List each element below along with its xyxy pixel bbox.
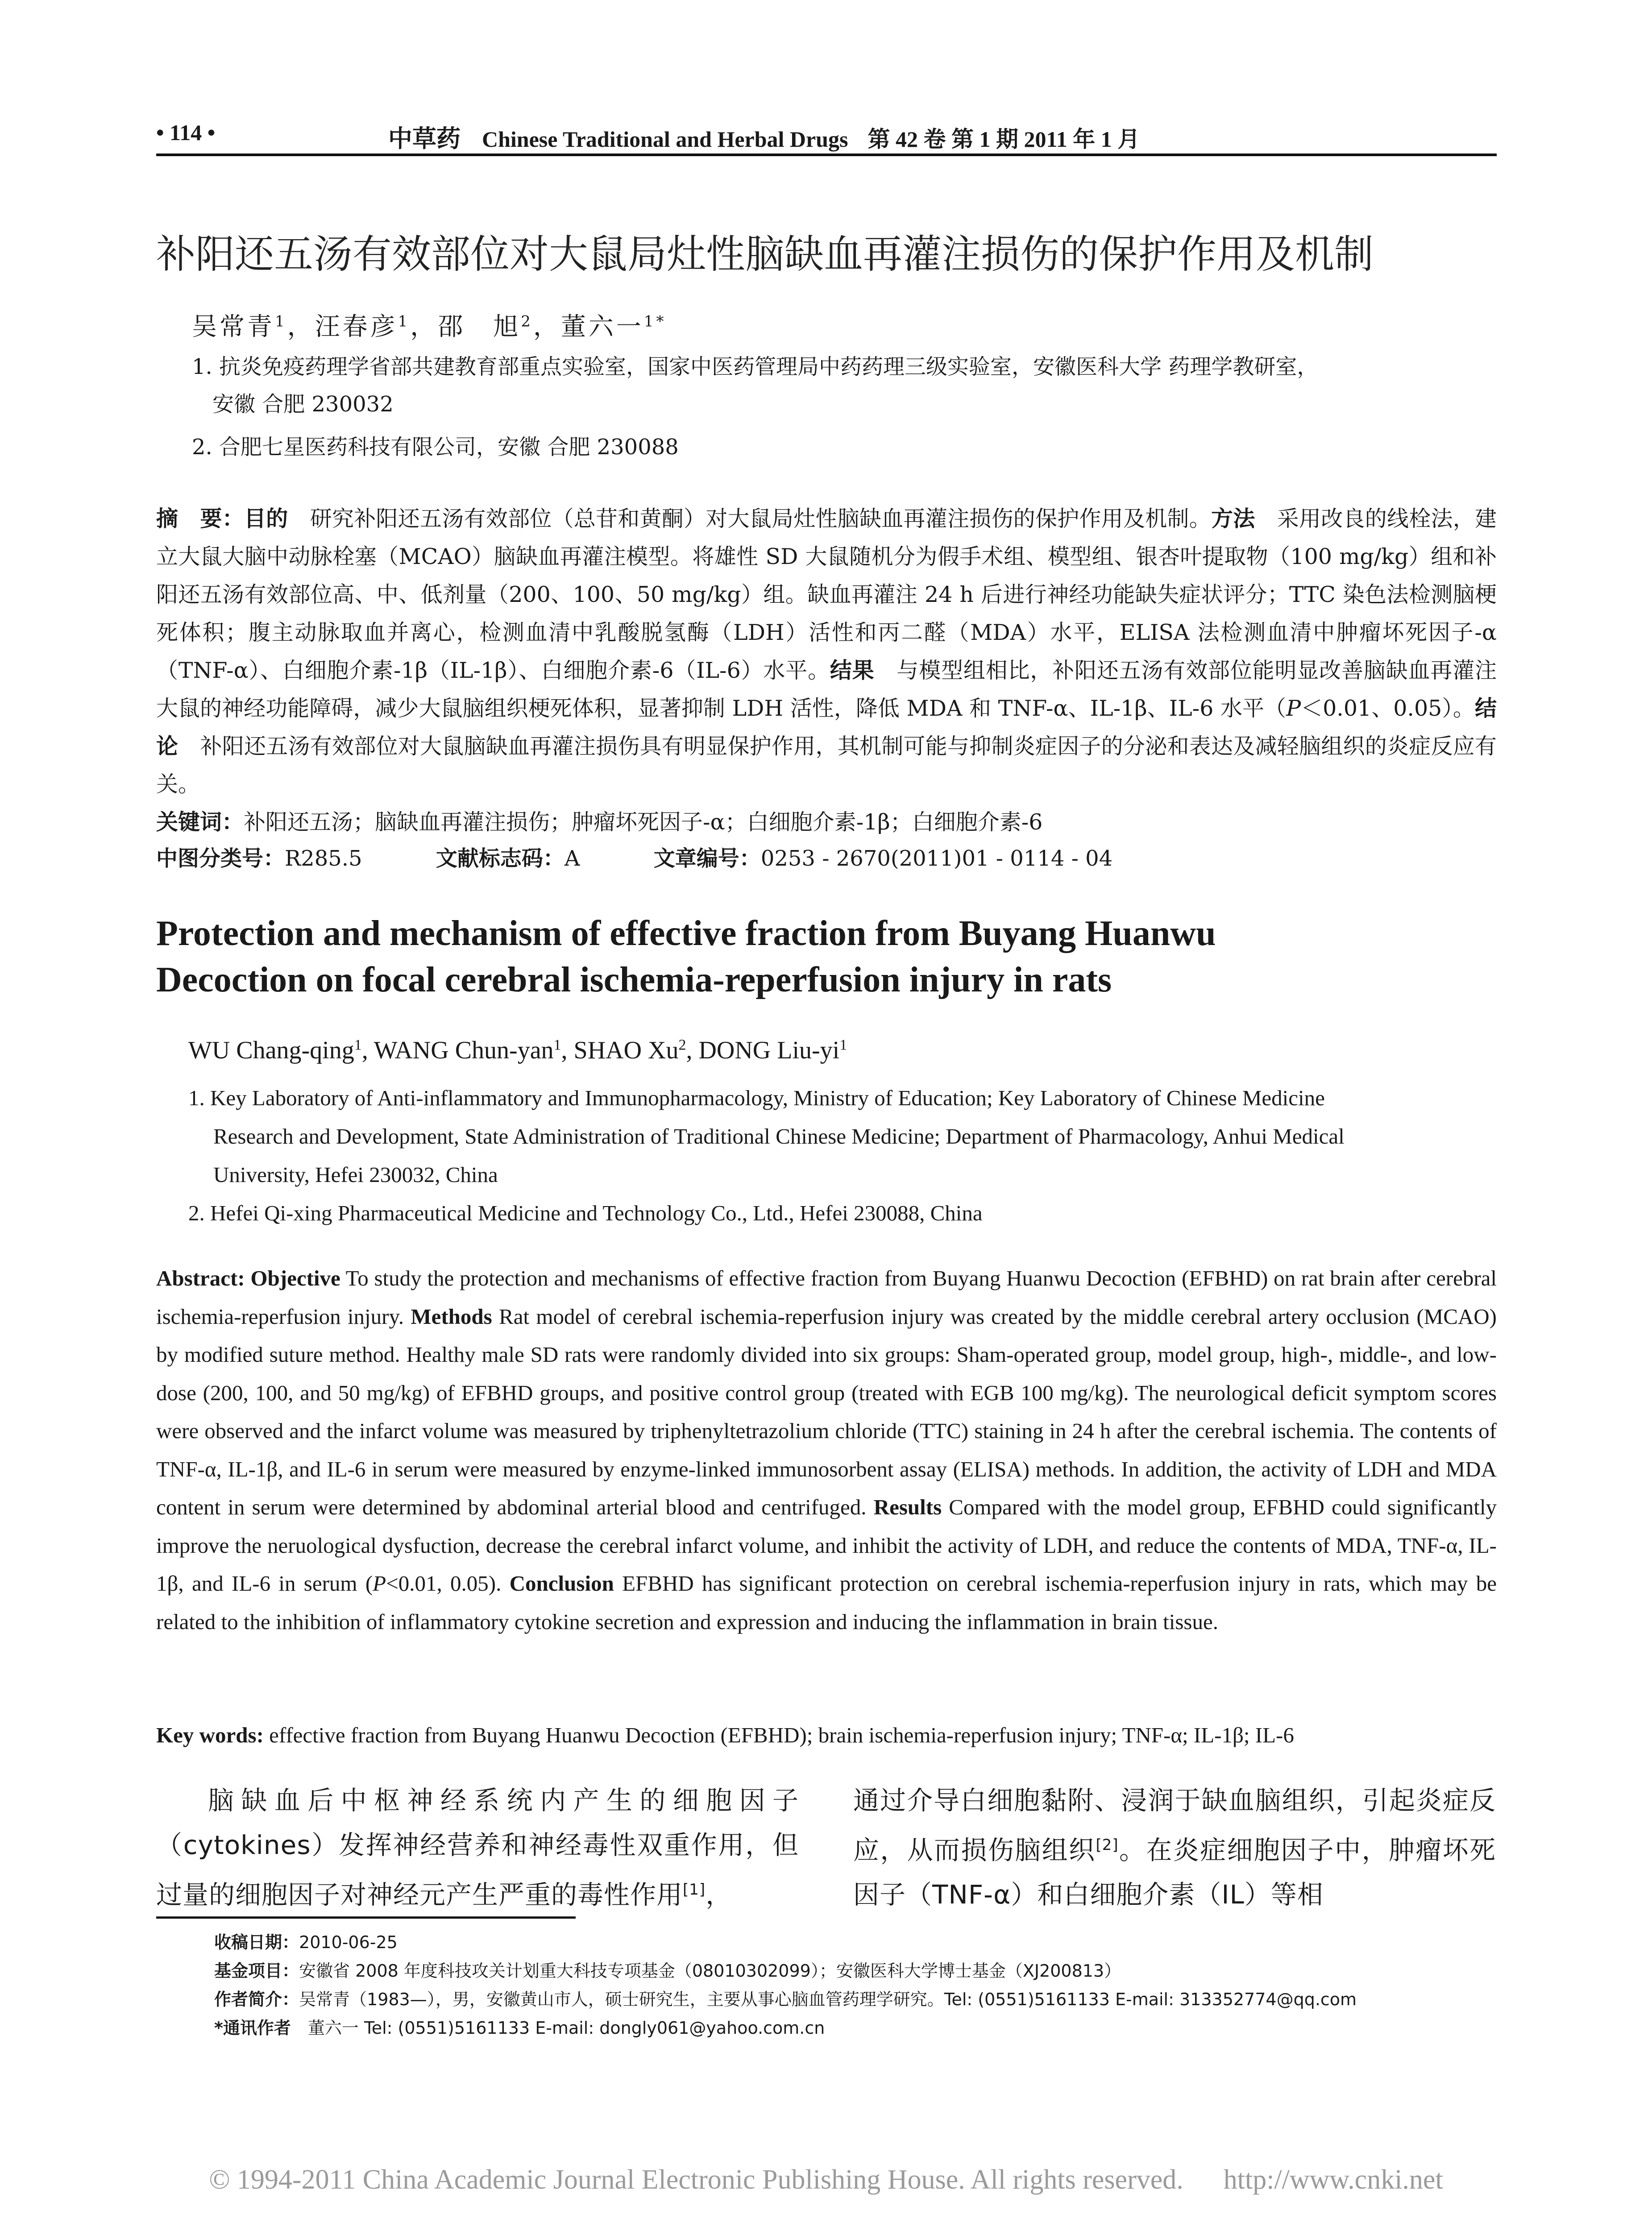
- keywords-text: effective fraction from Buyang Huanwu Decoction (EFBHD); brain ischemia-reperfusion injury; TNF-α; IL-1β; IL-6: [263, 1723, 1294, 1747]
- keywords-text: 补阳还五汤；脑缺血再灌注损伤；肿瘤坏死因子-α；白细胞介素-1β；白细胞介素-6: [244, 809, 1043, 835]
- footnote-author: [214, 1986, 1357, 2010]
- p-value-symbol: P: [1286, 696, 1301, 721]
- footnote-text: 2010-06-25: [299, 1932, 398, 1952]
- doc-value: A: [564, 846, 580, 871]
- author-sup: 1*: [643, 312, 667, 331]
- title-en-line: Decoction on focal cerebral ischemia-reperfusion injury in rats: [156, 960, 1112, 999]
- affiliation-cn-2: 2. 合肥七星医药科技有限公司，安徽 合肥 230088: [192, 435, 679, 460]
- citation-ref: [2]: [1096, 1836, 1119, 1854]
- body-text: 脑缺血后中枢神经系统内产生的细胞因子（cytokines）发挥神经营养和神经毒性双重作用，但过量的细胞因子对神经元产生严重的毒性作用: [156, 1785, 799, 1910]
- body-column-right: [853, 1778, 1496, 1917]
- citation-ref: [1]: [683, 1881, 706, 1899]
- copyright-url: http://www.cnki.net: [1223, 2165, 1443, 2195]
- conclusion-label: Conclusion: [509, 1571, 614, 1596]
- methods-label: 方法: [1211, 506, 1255, 531]
- author-sup: 1: [553, 1037, 561, 1053]
- abstract-en: [156, 1259, 1497, 1641]
- results-label: 结果: [830, 658, 875, 683]
- abstract-cn: [156, 500, 1497, 841]
- author-name: 汪春彦: [315, 312, 398, 341]
- author-sup: 2: [678, 1037, 686, 1053]
- results-label: Results: [873, 1495, 942, 1519]
- footnote-corresponding: [214, 2014, 825, 2039]
- article-value: 0253 - 2670(2011)01 - 0114 - 04: [760, 846, 1113, 871]
- header-rule: [156, 153, 1497, 156]
- page-number: • 114 •: [156, 120, 216, 145]
- clc-label: 中图分类号：: [156, 846, 285, 871]
- footnote-fund: [214, 1957, 1121, 1982]
- objective-text: To study the protection and mechanisms of effective fraction from Buyang Huanwu Decoction (EFBHD) on rat brain after cerebral ischemia-reperfusion injury.: [156, 1266, 1497, 1329]
- footnote-text: 董六一 Tel: (0551)5161133 E-mail: dongly061@yahoo.com.cn: [291, 2018, 825, 2038]
- authors-en: WU Chang-qing$^1$, WANG Chun-yan$^1$, SHAO Xu$^2$, DONG Liu-$yi^1$: [188, 1037, 847, 1064]
- title-en-line: Protection and mechanism of effective fraction from Buyang Huanwu: [156, 914, 1216, 953]
- affiliation-line: Research and Development, State Administration of Traditional Chinese Medicine; Department of Pharmacology, Anhui Medical: [213, 1124, 1345, 1149]
- author-name: 董六一: [560, 312, 644, 341]
- objective-text: 研究补阳还五汤有效部位（总苷和黄酮）对大鼠局灶性脑缺血再灌注损伤的保护作用及机制。: [288, 506, 1211, 531]
- footnote-text: 吴常青（1983—），男，安徽黄山市人，硕士研究生，主要从事心脑血管药理学研究。Tel: (0551)5161133 E-mail: 313352774@qq.com: [299, 1990, 1357, 2009]
- body-column-left: [156, 1778, 799, 1917]
- objective-label: 目的: [244, 506, 288, 531]
- authors-cn: 吴常青$^1$，汪春彦$^1$，邵 旭$^2$，董六一$^{1*}$: [192, 312, 667, 341]
- affiliation-cn-1: [192, 348, 1495, 423]
- journal-info: [388, 120, 1490, 154]
- journal-name-en: Chinese Traditional and Herbal Drugs: [482, 127, 848, 152]
- footnote-text: 安徽省 2008 年度科技攻关计划重大科技专项基金（08010302099）；安徽医科大学博士基金（XJ200813）: [299, 1961, 1121, 1981]
- title-cn: 补阳还五汤有效部位对大鼠局灶性脑缺血再灌注损伤的保护作用及机制: [156, 231, 1374, 277]
- results-text: Compared with the model group, EFBHD could significantly improve the neruological dysfuction, decrease the cerebral infarct volume, and inhibit the activity of LDH, and reduce the contents of MDA, TNF-α, IL-1β, and IL-6 in serum (: [156, 1495, 1497, 1596]
- footnote-label: 收稿日期：: [214, 1932, 299, 1952]
- methods-text: 采用改良的线栓法，建立大鼠大脑中动脉栓塞（MCAO）脑缺血再灌注模型。将雄性 SD 大鼠随机分为假手术组、模型组、银杏叶提取物（100 mg/kg）组和补阳还五汤有效部位高、中、低剂量（200、100、50 mg/kg）组。缺血再灌注 24 h 后进行神经功能缺失症状评分；TTC 染色法检测脑梗死体积；腹主动脉取血并离心，检测血清中乳酸脱氢酶（LDH）活性和丙二醛（MDA）水平，ELISA 法检测血清中肿瘤坏死因子-α（TNF-α）、白细胞介素-1β（IL-1β）、白细胞介素-6（IL-6）水平。: [156, 506, 1497, 683]
- clc-number: [156, 846, 362, 871]
- classification-row: [156, 841, 1497, 872]
- author-name: DONG Liu-yi: [698, 1037, 840, 1064]
- footnote-label: 作者简介：: [214, 1990, 299, 2009]
- methods-label: Methods: [411, 1304, 492, 1329]
- conclusion-text: 补阳还五汤有效部位对大鼠脑缺血再灌注损伤具有明显保护作用，其机制可能与抑制炎症因子的分泌和表达及减轻脑组织的炎症反应有关。: [156, 734, 1497, 797]
- title-en: [156, 910, 1497, 1003]
- conclusion-text: EFBHD has significant protection on cerebral ischemia-reperfusion injury in rats, which may be related to the inhibition of inflammatory cytokine secretion and expression and inducing the inflammation in brain tissue.: [156, 1571, 1497, 1634]
- footnote-label: 基金项目：: [214, 1961, 299, 1981]
- article-id: [654, 846, 1112, 871]
- author-name: 邵 旭: [438, 312, 521, 341]
- body-text-end: 。在炎症细胞因子中，肿瘤坏死因子（TNF-α）和白细胞介素（IL）等相: [853, 1835, 1496, 1910]
- keywords-label: Key words:: [156, 1723, 264, 1747]
- author-sup: 1: [275, 312, 287, 331]
- author-sup: 1: [839, 1037, 847, 1053]
- results-text-end: ＜0.01、0.05）。: [1301, 696, 1475, 721]
- affiliation-line: 1. Key Laboratory of Anti-inflammatory and Immunopharmacology, Ministry of Education; Key Laboratory of Chinese Medicine: [188, 1086, 1325, 1110]
- body-text: 通过介导白细胞黏附、浸润于缺血脑组织，引起炎症反应，从而损伤脑组织: [853, 1785, 1496, 1866]
- objective-label: Objective: [245, 1266, 340, 1290]
- footnote-received: [214, 1928, 398, 1953]
- author-name: WU Chang-qing: [188, 1037, 354, 1064]
- footnote-rule: [156, 1916, 576, 1919]
- affiliation-line: 1. 抗炎免疫药理学省部共建教育部重点实验室，国家中医药管理局中药药理三级实验室，安徽医科大学 药理学教研室，: [192, 354, 1319, 379]
- running-header: [156, 120, 1490, 152]
- article-label: 文章编号：: [653, 846, 761, 871]
- affiliation-line: 安徽 合肥 230032: [212, 392, 394, 417]
- abstract-label: Abstract:: [156, 1266, 245, 1290]
- keywords-label: 关键词：: [156, 809, 244, 835]
- author-name: 吴常青: [192, 312, 275, 341]
- clc-value: R285.5: [285, 846, 362, 871]
- abstract-label: 摘 要：: [156, 506, 244, 531]
- author-sup: 1: [398, 312, 411, 331]
- affiliation-line: University, Hefei 230032, China: [213, 1162, 498, 1187]
- keywords-en: [156, 1722, 1497, 1748]
- copyright-text: © 1994-2011 China Academic Journal Electronic Publishing House. All rights reserved.: [209, 2165, 1183, 2195]
- conclusion-label: 结论: [156, 696, 1497, 759]
- affiliation-line: 2. Hefei Qi-xing Pharmaceutical Medicine and Technology Co., Ltd., Hefei 230088, China: [188, 1201, 983, 1225]
- footnote-label: *通讯作者: [214, 2018, 291, 2038]
- journal-name-cn: 中草药: [388, 124, 461, 153]
- document-code: [436, 846, 580, 871]
- body-text-end: ，: [706, 1879, 732, 1910]
- author-sup: 1: [354, 1037, 362, 1053]
- author-sup: 2: [521, 312, 533, 331]
- author-name: SHAO Xu: [573, 1037, 679, 1064]
- journal-issue: 第 42 卷 第 1 期 2011 年 1 月: [868, 127, 1140, 152]
- doc-label: 文献标志码：: [436, 846, 565, 871]
- results-text: 与模型组相比，补阳还五汤有效部位能明显改善脑缺血再灌注大鼠的神经功能障碍，减少大鼠脑组织梗死体积，显著抑制 LDH 活性，降低 MDA 和 TNF-α、IL-1β、IL-6 水平（: [156, 658, 1497, 721]
- author-name: WANG Chun-yan: [374, 1037, 554, 1064]
- methods-text: Rat model of cerebral ischemia-reperfusion injury was created by the middle cerebral artery occlusion (MCAO) by modified suture method. Healthy male SD rats were randomly divided into six groups: Sham-operated group, model group, high-, middle-, and low-dose (200, 100, and 50 mg/kg) of EFBHD groups, and positive control group (treated with EGB 100 mg/kg). The neurological deficit symptom scores were observed and the infarct volume was measured by triphenyltetrazolium chloride (TTC) staining in 24 h after the cerebral ischemia. The contents of TNF-α, IL-1β, and IL-6 in serum were measured by enzyme-linked immunosorbent assay (ELISA) methods. In addition, the activity of LDH and MDA content in serum were determined by abdominal arterial blood and centrifuged.: [156, 1304, 1497, 1519]
- affiliations-en: [188, 1079, 1500, 1232]
- p-value-symbol: P: [373, 1571, 386, 1596]
- copyright-line: [0, 2164, 1652, 2196]
- results-text-end: <0.01, 0.05).: [386, 1571, 510, 1596]
